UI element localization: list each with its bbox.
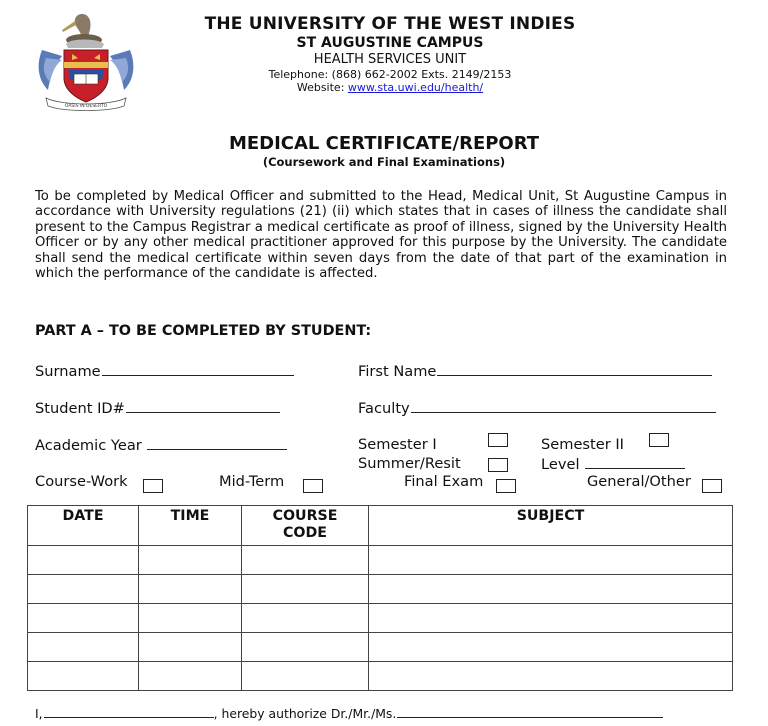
first-name-line[interactable] — [437, 362, 712, 376]
university-crest-icon — [32, 10, 140, 112]
telephone: Telephone: (868) 662-2002 Exts. 2149/2153 — [268, 67, 512, 81]
semester-1-checkbox[interactable] — [488, 433, 508, 447]
svg-text:OASIS IN DESERTO: OASIS IN DESERTO — [64, 104, 108, 109]
authorization-prefix: I, — [35, 706, 43, 721]
summer-resit-label: Summer/Resit — [358, 455, 461, 472]
academic-year-label: Academic Year — [35, 437, 142, 454]
time-column-header: TIME — [139, 506, 242, 546]
semester-2-checkbox[interactable] — [649, 433, 669, 447]
final-exam-checkbox[interactable] — [496, 479, 516, 493]
final-exam-option — [404, 473, 483, 491]
table-row — [28, 633, 733, 662]
table-row — [28, 604, 733, 633]
date-cell[interactable] — [28, 575, 139, 604]
campus-name: ST AUGUSTINE CAMPUS — [296, 35, 484, 52]
authorization-text: , hereby authorize Dr./Mr./Ms. — [213, 706, 397, 721]
academic-year-line[interactable] — [147, 436, 287, 450]
surname-field[interactable] — [35, 362, 294, 381]
course-code-cell[interactable] — [242, 662, 369, 691]
course-code-cell[interactable] — [242, 546, 369, 575]
student-id-label: Student ID# — [35, 400, 125, 417]
mid-term-checkbox[interactable] — [303, 479, 323, 493]
surname-label: Surname — [35, 363, 101, 380]
time-cell[interactable] — [139, 575, 242, 604]
document-title-block — [0, 133, 768, 169]
mid-term-option — [219, 473, 284, 491]
course-code-column-header — [242, 506, 369, 546]
course-code-cell[interactable] — [242, 604, 369, 633]
authorization-statement — [35, 706, 663, 721]
website-label: Website: — [296, 80, 348, 94]
coursework-option — [35, 473, 128, 491]
website-link[interactable]: www.sta.uwi.edu/health/ — [347, 80, 484, 94]
part-a-heading: PART A – TO BE COMPLETED BY STUDENT: — [35, 323, 372, 339]
doctor-name-line[interactable] — [397, 707, 663, 718]
date-column-header: DATE — [28, 506, 139, 546]
faculty-line[interactable] — [411, 399, 716, 413]
time-cell[interactable] — [139, 546, 242, 575]
semester-1-label: Semester I — [358, 436, 437, 453]
time-cell[interactable] — [139, 633, 242, 662]
website — [130, 81, 650, 94]
first-name-field[interactable] — [358, 362, 712, 381]
semester-2-option — [541, 436, 624, 454]
intro-paragraph: To be completed by Medical Officer and submitted to the Head, Medical Unit, St Augustine Campus in accordance with University regulations (21) (ii) which states that in cases of illness the candidate shall present to the Campus Registrar a medical certificate as proof of illness, signed by the University Health Officer or by any other medical practitioner approved for this purpose by the University. The candidate shall send the medical certificate within seven days from the date of that part of the examination in which the performance of the candidate is affected. — [35, 189, 727, 282]
student-name-line[interactable] — [44, 707, 214, 718]
general-other-checkbox[interactable] — [702, 479, 722, 493]
semester-2-label: Semester II — [541, 436, 624, 453]
exam-schedule-table — [27, 505, 733, 691]
general-other-label: General/Other — [587, 473, 691, 490]
unit-name: HEALTH SERVICES UNIT — [313, 52, 467, 68]
student-id-line[interactable] — [126, 399, 280, 413]
final-exam-label: Final Exam — [404, 473, 484, 490]
general-other-option — [587, 473, 691, 491]
first-name-label: First Name — [358, 363, 437, 380]
table-row — [28, 575, 733, 604]
summer-resit-option — [358, 455, 461, 473]
mid-term-label: Mid-Term — [219, 473, 285, 490]
course-code-cell[interactable] — [242, 575, 369, 604]
student-id-field[interactable] — [35, 399, 280, 418]
document-subtitle: (Coursework and Final Examinations) — [262, 155, 506, 169]
surname-line[interactable] — [102, 362, 294, 376]
faculty-field[interactable] — [358, 399, 716, 418]
time-cell[interactable] — [139, 604, 242, 633]
subject-cell[interactable] — [369, 662, 733, 691]
date-cell[interactable] — [28, 662, 139, 691]
table-row — [28, 546, 733, 575]
subject-column-header: SUBJECT — [369, 506, 733, 546]
date-cell[interactable] — [28, 546, 139, 575]
date-cell[interactable] — [28, 604, 139, 633]
coursework-checkbox[interactable] — [143, 479, 163, 493]
summer-resit-checkbox[interactable] — [488, 458, 508, 472]
faculty-label: Faculty — [358, 400, 410, 417]
document-title: MEDICAL CERTIFICATE/REPORT — [228, 133, 540, 154]
university-name: THE UNIVERSITY OF THE WEST INDIES — [204, 14, 576, 34]
course-code-cell[interactable] — [242, 633, 369, 662]
academic-year-field[interactable] — [35, 436, 287, 455]
semester-1-option — [358, 436, 437, 454]
level-line[interactable] — [585, 455, 685, 469]
subject-cell[interactable] — [369, 633, 733, 662]
subject-cell[interactable] — [369, 604, 733, 633]
course-code-header-text: COURSE CODE — [272, 508, 338, 541]
time-cell[interactable] — [139, 662, 242, 691]
subject-cell[interactable] — [369, 546, 733, 575]
date-cell[interactable] — [28, 633, 139, 662]
level-label: Level — [541, 456, 580, 473]
letterhead — [130, 14, 650, 94]
table-row — [28, 662, 733, 691]
table-header-row — [28, 506, 733, 546]
subject-cell[interactable] — [369, 575, 733, 604]
coursework-label: Course-Work — [35, 473, 128, 490]
university-crest — [32, 10, 140, 112]
level-field[interactable] — [541, 455, 685, 474]
